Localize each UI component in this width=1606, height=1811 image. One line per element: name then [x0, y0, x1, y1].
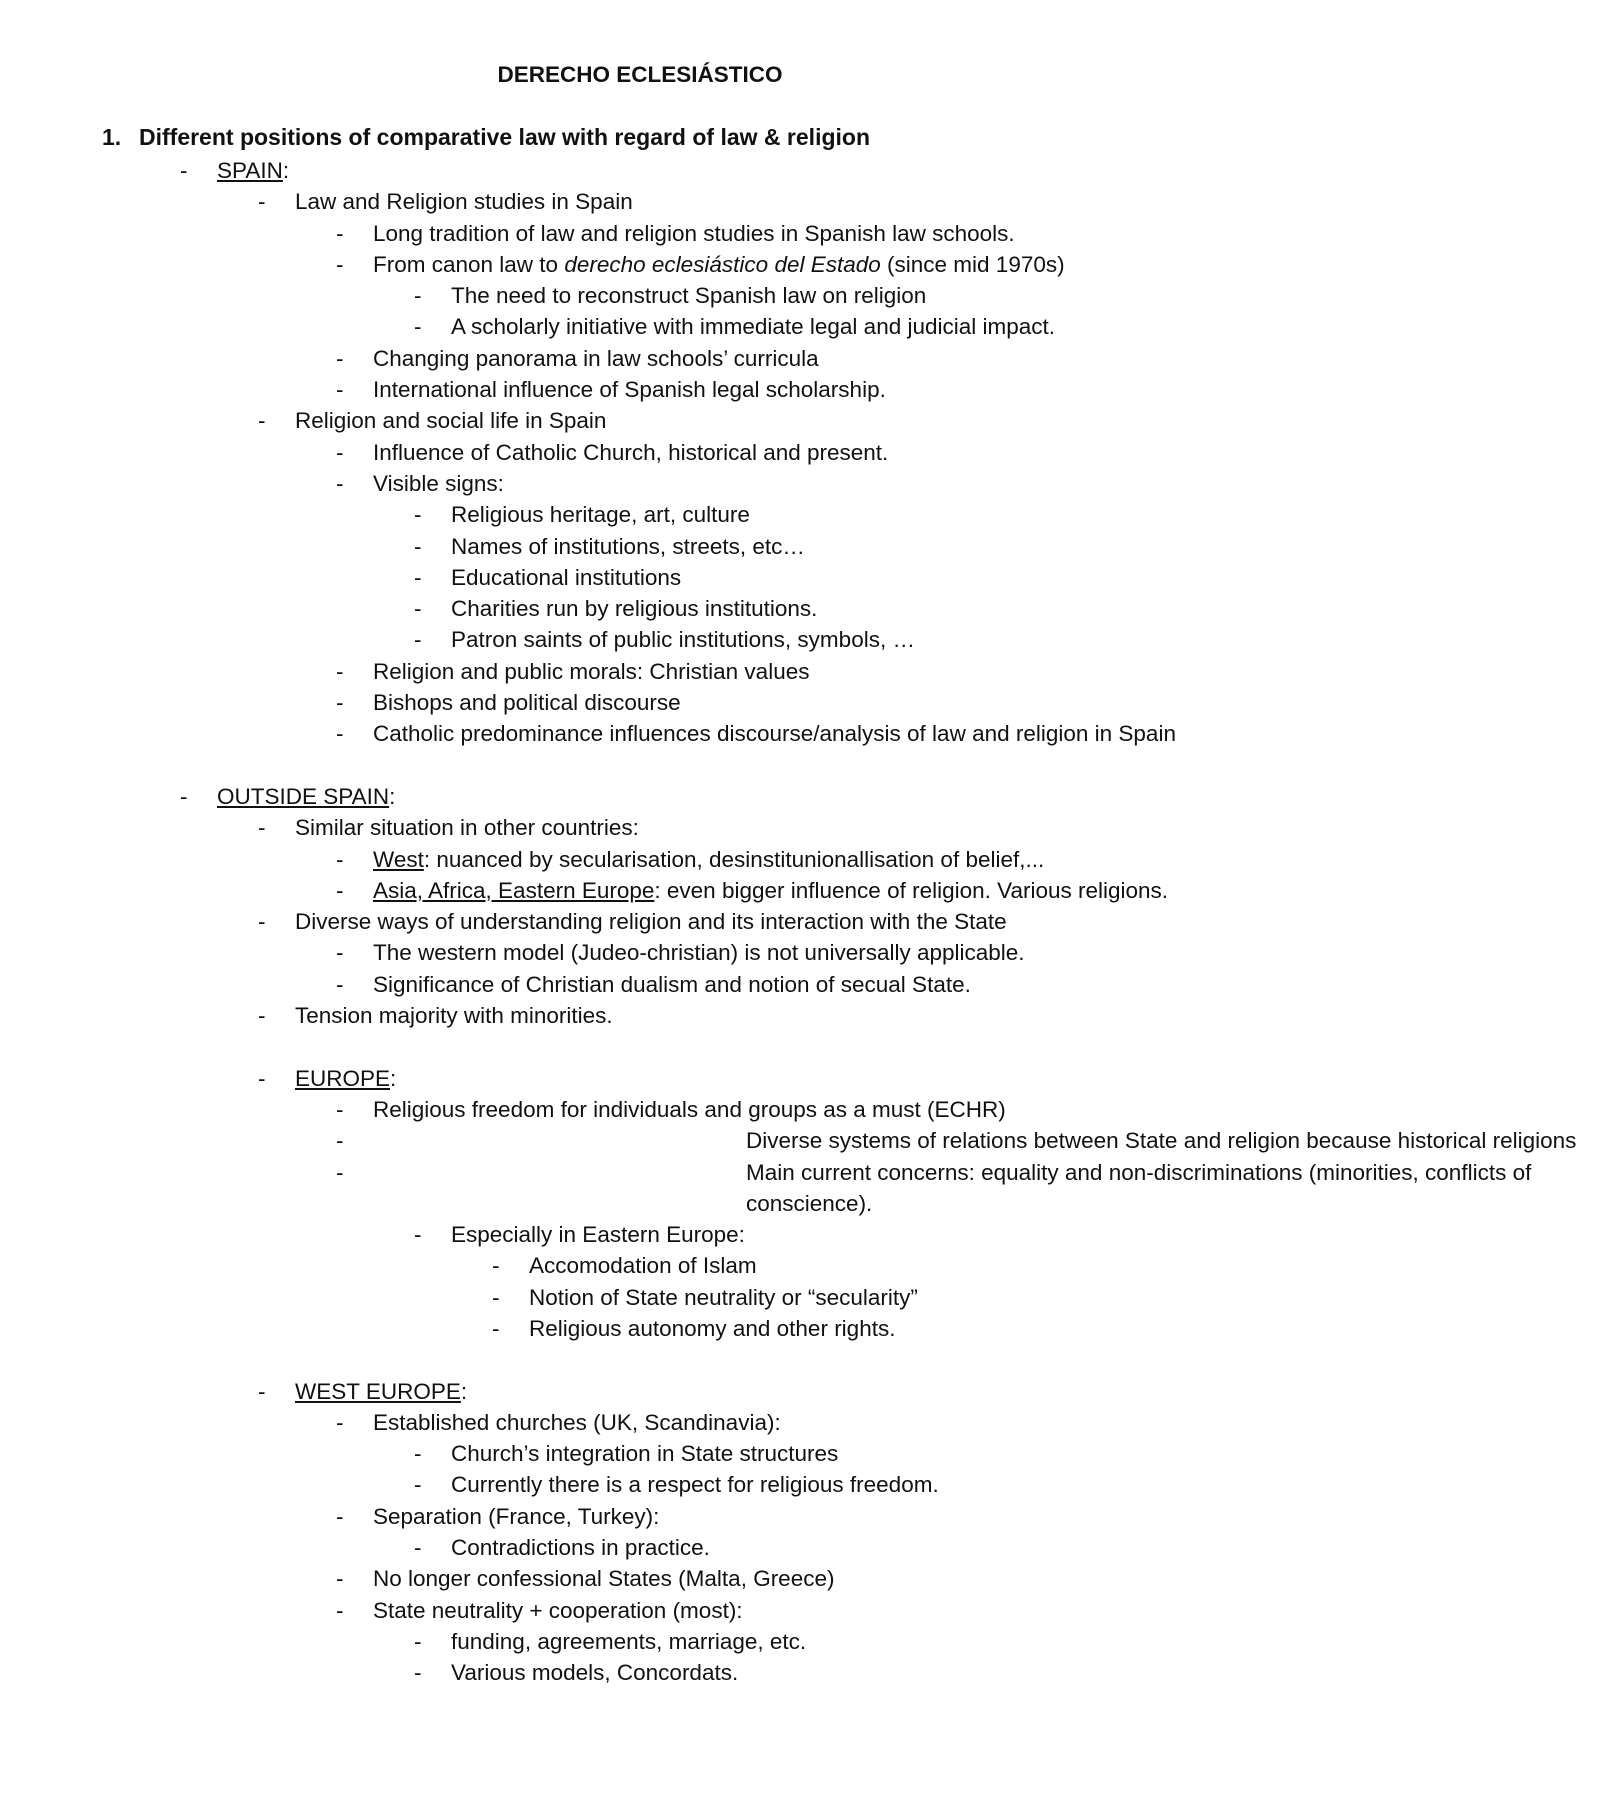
bullet-dash: - [336, 1566, 344, 1592]
bullet-dash: - [414, 1535, 422, 1561]
bullet-dash: - [336, 251, 344, 277]
bullet-dash: - [336, 439, 344, 465]
list-item-text: Law and Religion studies in Spain [295, 189, 633, 215]
list-item-text: The western model (Judeo-christian) is not universally applicable. [373, 940, 1025, 966]
bullet-dash: - [414, 627, 422, 653]
list-item [0, 343, 1280, 374]
west-europe-label: WEST EUROPE [295, 1378, 461, 1404]
list-item-text: Diverse systems of relations between State and religion because historical religions [746, 1128, 1577, 1154]
bullet-dash: - [336, 345, 344, 371]
document-title: DERECHO ECLESIÁSTICO [497, 62, 783, 87]
list-item-text: Similar situation in other countries: [295, 815, 639, 841]
list-item-text: A scholarly initiative with immediate legal and judicial impact. [451, 314, 1056, 340]
list-item-text: Changing panorama in law schools’ curricula [373, 345, 819, 371]
canon-text-post: (since mid 1970s) [880, 251, 1065, 277]
list-item [0, 812, 1280, 843]
outline [0, 155, 1577, 1689]
outside-spain-label: OUTSIDE SPAIN [217, 783, 390, 809]
list-item [0, 656, 1280, 687]
bullet-dash: - [336, 220, 344, 246]
bullet-dash: - [258, 815, 266, 841]
asia-label: Asia, Africa, Eastern Europe [373, 877, 655, 903]
bullet-dash: - [414, 1660, 422, 1686]
spacer [0, 750, 1280, 781]
list-item-text: Especially in Eastern Europe: [451, 1222, 745, 1248]
list-item [0, 844, 1280, 875]
bullet-dash: - [414, 314, 422, 340]
canon-text-pre: From canon law to [373, 251, 565, 277]
section-heading [102, 124, 870, 151]
bullet-dash: - [336, 377, 344, 403]
list-item [0, 1657, 1280, 1688]
bullet-dash: - [336, 971, 344, 997]
list-item [0, 280, 1280, 311]
west-europe-colon: : [460, 1378, 468, 1404]
list-item-text: Religious freedom for individuals and groups as a must (ECHR) [373, 1096, 1006, 1122]
list-item-text: Notion of State neutrality or “secularity” [529, 1284, 918, 1310]
bullet-dash: - [492, 1315, 500, 1341]
list-item [0, 499, 1280, 530]
bullet-dash: - [180, 158, 188, 183]
bullet-dash: - [336, 1096, 344, 1122]
spacer [0, 1031, 1280, 1062]
list-item-spain [0, 155, 1280, 186]
list-item [0, 405, 1280, 436]
list-item-text: Educational institutions [451, 564, 682, 590]
list-item [0, 249, 1280, 280]
list-item [0, 1000, 1280, 1031]
list-item [0, 1157, 1532, 1220]
list-item-text: Visible signs: [373, 470, 504, 496]
bullet-dash: - [414, 283, 422, 309]
list-item-text: Names of institutions, streets, etc… [451, 533, 805, 559]
list-item [0, 1250, 1280, 1281]
bullet-dash: - [258, 1003, 266, 1029]
list-item-text: Main current concerns: equality and non-discriminations (minorities, conflicts of conscience). [746, 1159, 1532, 1216]
bullet-dash: - [414, 533, 422, 559]
bullet-dash: - [336, 1409, 344, 1435]
list-item [0, 218, 1280, 249]
europe-label: EUROPE [295, 1065, 391, 1091]
europe-colon: : [390, 1065, 397, 1091]
list-item-text: Contradictions in practice. [451, 1535, 710, 1561]
list-item-europe [0, 1063, 1280, 1094]
list-item-text: Religion and public morals: Christian values [373, 658, 810, 684]
list-item-text: Diverse ways of understanding religion and its interaction with the State [295, 909, 1007, 935]
bullet-dash: - [336, 846, 344, 872]
outside-spain-colon: : [389, 783, 396, 809]
list-item [0, 1469, 1280, 1500]
bullet-dash: - [336, 877, 344, 903]
list-item-text: Catholic predominance influences discourse/analysis of law and religion in Spain [373, 721, 1176, 747]
list-item [0, 1532, 1280, 1563]
bullet-dash: - [336, 1503, 344, 1529]
list-item-text: Church’s integration in State structures [451, 1441, 839, 1467]
asia-text: : even bigger influence of religion. Various religions. [654, 877, 1169, 903]
list-item-west-europe [0, 1376, 1280, 1407]
list-item [0, 718, 1280, 749]
list-item [0, 468, 1280, 499]
bullet-dash: - [336, 1597, 344, 1623]
bullet-dash: - [336, 658, 344, 684]
list-item [0, 311, 1280, 342]
section-heading-text: Different positions of comparative law with regard of law & religion [139, 124, 870, 150]
bullet-dash: - [414, 1628, 422, 1654]
bullet-dash: - [258, 1378, 266, 1404]
canon-text-italic: derecho eclesiástico del Estado [564, 251, 881, 277]
list-item [0, 1438, 1280, 1469]
bullet-dash: - [492, 1253, 500, 1279]
west-text: : nuanced by secularisation, desinstitunionallisation of belief,... [423, 846, 1045, 872]
list-item-text: Various models, Concordats. [451, 1660, 739, 1686]
section-number: 1. [102, 124, 122, 150]
list-item [0, 1125, 1577, 1156]
bullet-dash: - [258, 1065, 266, 1091]
list-item [0, 1313, 1280, 1344]
list-item-text: Tension majority with minorities. [295, 1003, 613, 1029]
bullet-dash: - [414, 596, 422, 622]
list-item [0, 1626, 1280, 1657]
list-item [0, 186, 1280, 217]
list-item [0, 1595, 1280, 1626]
list-item-text: Religion and social life in Spain [295, 408, 607, 434]
bullet-dash: - [336, 1128, 344, 1154]
bullet-dash: - [492, 1284, 500, 1310]
list-item [0, 593, 1280, 624]
list-item [0, 969, 1280, 1000]
list-item [0, 1407, 1280, 1438]
list-item [0, 1563, 1280, 1594]
list-item [0, 906, 1280, 937]
list-item-text: Religious autonomy and other rights. [529, 1315, 896, 1341]
bullet-dash: - [258, 909, 266, 935]
list-item [0, 1219, 1280, 1250]
list-item-outside-spain [0, 781, 1280, 812]
spacer [0, 1344, 1280, 1375]
list-item-text: funding, agreements, marriage, etc. [451, 1628, 807, 1654]
list-item [0, 531, 1280, 562]
bullet-dash: - [414, 502, 422, 528]
list-item-text: Charities run by religious institutions. [451, 596, 818, 622]
list-item [0, 1094, 1280, 1125]
list-item-text: The need to reconstruct Spanish law on religion [451, 283, 927, 309]
bullet-dash: - [258, 189, 266, 215]
list-item [0, 562, 1280, 593]
list-item [0, 1501, 1280, 1532]
bullet-dash: - [414, 1222, 422, 1248]
bullet-dash: - [414, 1441, 422, 1467]
spain-colon: : [282, 158, 290, 183]
list-item-text: No longer confessional States (Malta, Greece) [373, 1566, 835, 1592]
west-label: West [373, 846, 424, 872]
list-item [0, 937, 1280, 968]
bullet-dash: - [258, 408, 266, 434]
bullet-dash: - [336, 470, 344, 496]
bullet-dash: - [336, 940, 344, 966]
list-item-text: Patron saints of public institutions, symbols, … [451, 627, 915, 653]
list-item-text: Currently there is a respect for religious freedom. [451, 1472, 939, 1498]
list-item-text: Separation (France, Turkey): [373, 1503, 660, 1529]
list-item-text: Long tradition of law and religion studies in Spanish law schools. [373, 220, 1015, 246]
list-item-text: Accomodation of Islam [529, 1253, 757, 1279]
list-item-text: Established churches (UK, Scandinavia): [373, 1409, 781, 1435]
list-item [0, 374, 1280, 405]
bullet-dash: - [414, 564, 422, 590]
list-item-text: Significance of Christian dualism and notion of secual State. [373, 971, 971, 997]
list-item [0, 624, 1280, 655]
list-item-text: Influence of Catholic Church, historical and present. [373, 439, 889, 465]
list-item [0, 437, 1280, 468]
bullet-dash: - [336, 690, 344, 716]
bullet-dash: - [180, 783, 188, 809]
bullet-dash: - [336, 721, 344, 747]
bullet-dash: - [336, 1159, 344, 1185]
list-item [0, 1282, 1280, 1313]
list-item-text: Religious heritage, art, culture [451, 502, 750, 528]
bullet-dash: - [414, 1472, 422, 1498]
list-item [0, 687, 1280, 718]
list-item-text: Bishops and political discourse [373, 690, 681, 716]
spain-label: SPAIN [217, 158, 283, 183]
list-item-text: State neutrality + cooperation (most): [373, 1597, 743, 1623]
list-item [0, 875, 1280, 906]
list-item-text: International influence of Spanish legal scholarship. [373, 377, 886, 403]
